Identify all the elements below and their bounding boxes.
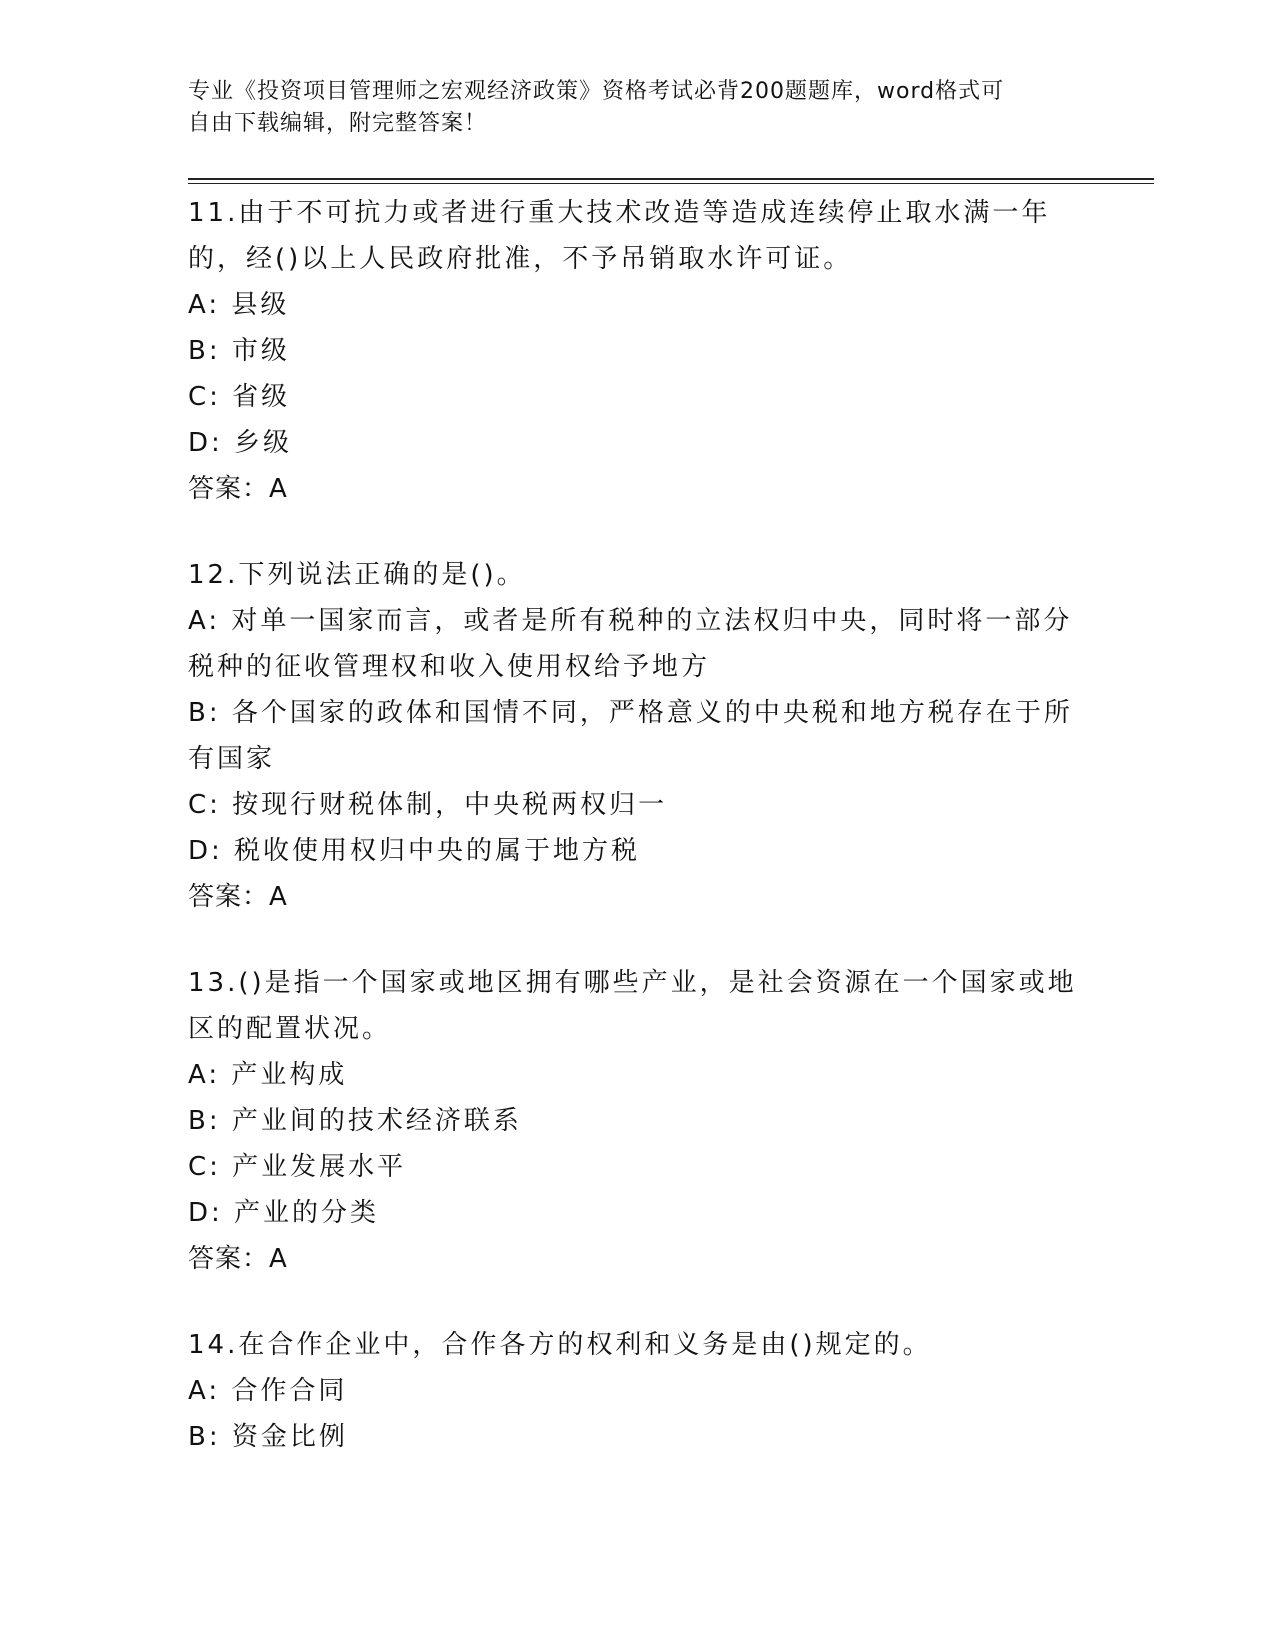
option-a: A: 对单一国家而言，或者是所有税种的立法权归中央，同时将一部分税种的征收管理权和收入使用权给予地方 xyxy=(188,606,1073,682)
header-divider xyxy=(188,178,1154,180)
answer-label: 答案：A xyxy=(188,1244,288,1274)
option-c: C: 省级 xyxy=(188,382,291,412)
option-a: A: 产业构成 xyxy=(188,1060,348,1090)
option-d: D: 产业的分类 xyxy=(188,1198,380,1228)
question-stem: 13.()是指一个国家或地区拥有哪些产业，是社会资源在一个国家或地区的配置状况。 xyxy=(188,968,1077,1044)
question-list xyxy=(188,190,1088,1500)
answer-label: 答案：A xyxy=(188,882,288,912)
question-stem: 14.在合作企业中，合作各方的权利和义务是由()规定的。 xyxy=(188,1330,932,1360)
question-14 xyxy=(188,1322,1088,1460)
option-d: D: 乡级 xyxy=(188,428,293,458)
option-a: A: 县级 xyxy=(188,290,290,320)
option-a: A: 合作合同 xyxy=(188,1376,348,1406)
question-stem: 12.下列说法正确的是()。 xyxy=(188,560,526,590)
question-12 xyxy=(188,552,1088,920)
option-c: C: 产业发展水平 xyxy=(188,1152,407,1182)
document-header: 专业《投资项目管理师之宏观经济政策》资格考试必背200题题库，word格式可 自由下载编辑，附完整答案！ xyxy=(188,79,1005,136)
option-b: B: 各个国家的政体和国情不同，严格意义的中央税和地方税存在于所有国家 xyxy=(188,698,1073,774)
question-11 xyxy=(188,190,1088,512)
option-c: C: 按现行财税体制，中央税两权归一 xyxy=(188,790,668,820)
option-b: B: 产业间的技术经济联系 xyxy=(188,1106,522,1136)
question-stem: 11.由于不可抗力或者进行重大技术改造等造成连续停止取水满一年的，经()以上人民政府批准，不予吊销取水许可证。 xyxy=(188,198,1051,274)
answer-label: 答案：A xyxy=(188,474,288,504)
question-13 xyxy=(188,960,1088,1282)
option-b: B: 资金比例 xyxy=(188,1422,348,1452)
option-d: D: 税收使用权归中央的属于地方税 xyxy=(188,836,641,866)
header-divider-thin xyxy=(188,183,1154,184)
option-b: B: 市级 xyxy=(188,336,290,366)
